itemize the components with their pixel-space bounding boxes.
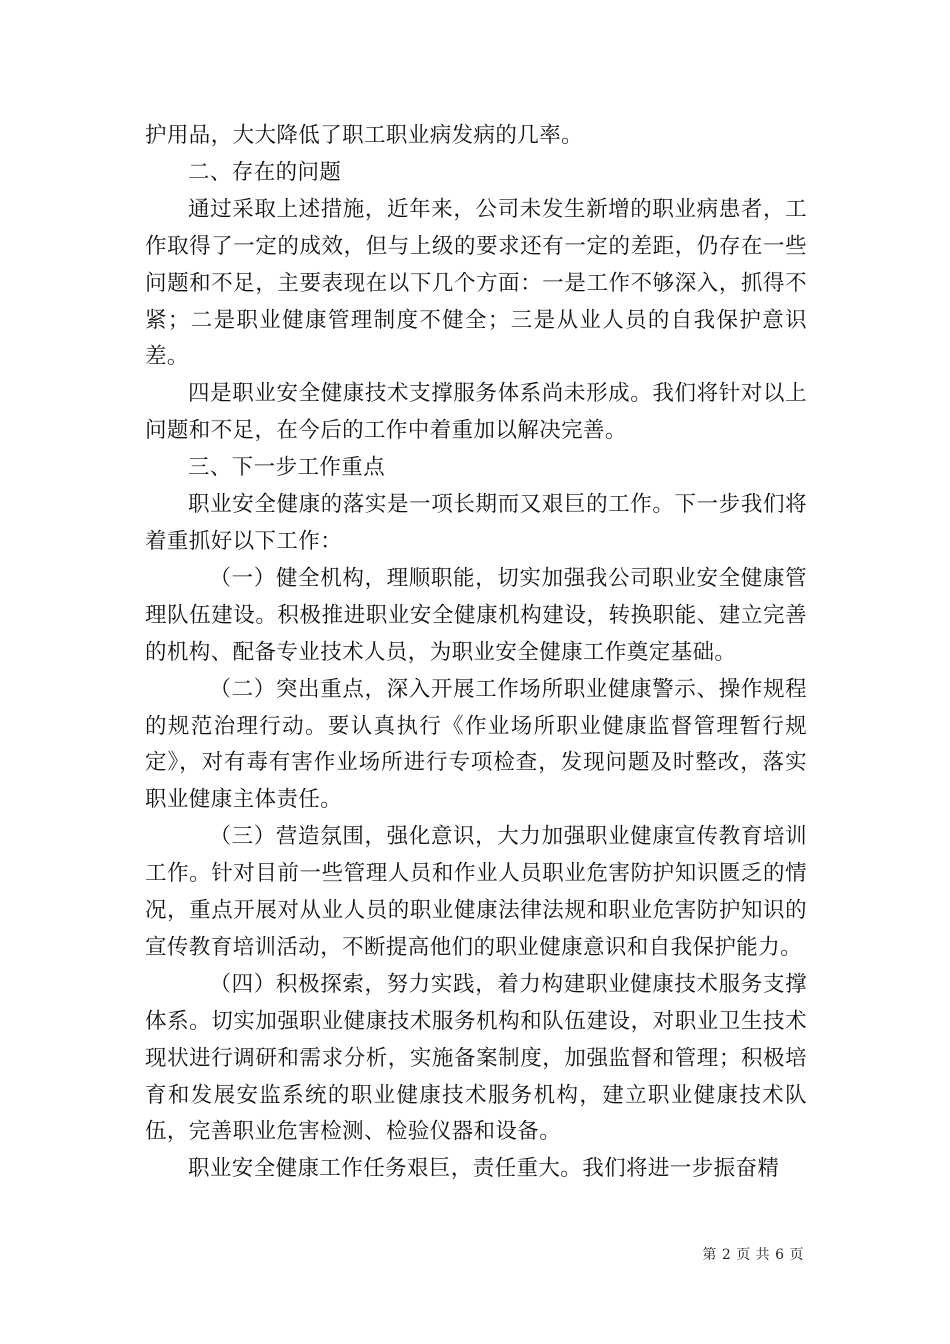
paragraph-item-three: （三）营造氛围，强化意识，大力加强职业健康宣传教育培训工作。针对目前一些管理人员和作业人员职业危害防护知识匮乏的情况，重点开展对从业人员的职业健康法律法规和职业危害防护知识的宣传教育培训活动，不断提高他们的职业健康意识和自我保护能力。 xyxy=(145,824,807,960)
paragraph-continuation: 护用品，大大降低了职工职业病发病的几率。 xyxy=(145,123,584,148)
paragraph-problem-four: 四是职业安全健康技术支撑服务体系尚未形成。我们将针对以上问题和不足，在今后的工作中着重加以解决完善。 xyxy=(145,381,807,444)
paragraph-item-four: （四）积极探索，努力实践，着力构建职业健康技术服务支撑体系。切实加强职业健康技术服务机构和队伍建设，对职业卫生技术现状进行调研和需求分析，实施备案制度，加强监督和管理；积极培育和发展安监系统的职业健康技术服务机构，建立职业健康技术队伍，完善职业危害检测、检验仪器和设备。 xyxy=(145,971,807,1145)
paragraph-item-two: （二）突出重点，深入开展工作场所职业健康警示、操作规程的规范治理行动。要认真执行《作业场所职业健康监督管理暂行规定》，对有毒有害作业场所进行专项检查，发现问题及时整改，落实职业健康主体责任。 xyxy=(145,676,807,813)
paragraph-next-steps-intro: 职业安全健康的落实是一项长期而又艰巨的工作。下一步我们将着重抓好以下工作： xyxy=(145,492,807,554)
document-body xyxy=(145,118,807,1188)
section-heading-problems: 二、存在的问题 xyxy=(188,159,342,185)
section-heading-next-steps: 三、下一步工作重点 xyxy=(188,455,386,481)
paragraph-closing: 职业安全健康工作任务艰巨，责任重大。我们将进一步振奋精 xyxy=(188,1156,780,1182)
page-number-footer: 第 2 页 共 6 页 xyxy=(702,1247,804,1263)
paragraph-problems-summary: 通过采取上述措施，近年来，公司未发生新增的职业病患者，工作取得了一定的成效，但与上级的要求还有一定的差距，仍存在一些问题和不足，主要表现在以下几个方面：一是工作不够深入，抓得不紧；二是职业健康管理制度不健全；三是从业人员的自我保护意识差。 xyxy=(145,196,807,370)
paragraph-item-one: （一）健全机构，理顺职能，切实加强我公司职业安全健康管理队伍建设。积极推进职业安全健康机构建设，转换职能、建立完善的机构、配备专业技术人员，为职业安全健康工作奠定基础。 xyxy=(145,565,807,665)
